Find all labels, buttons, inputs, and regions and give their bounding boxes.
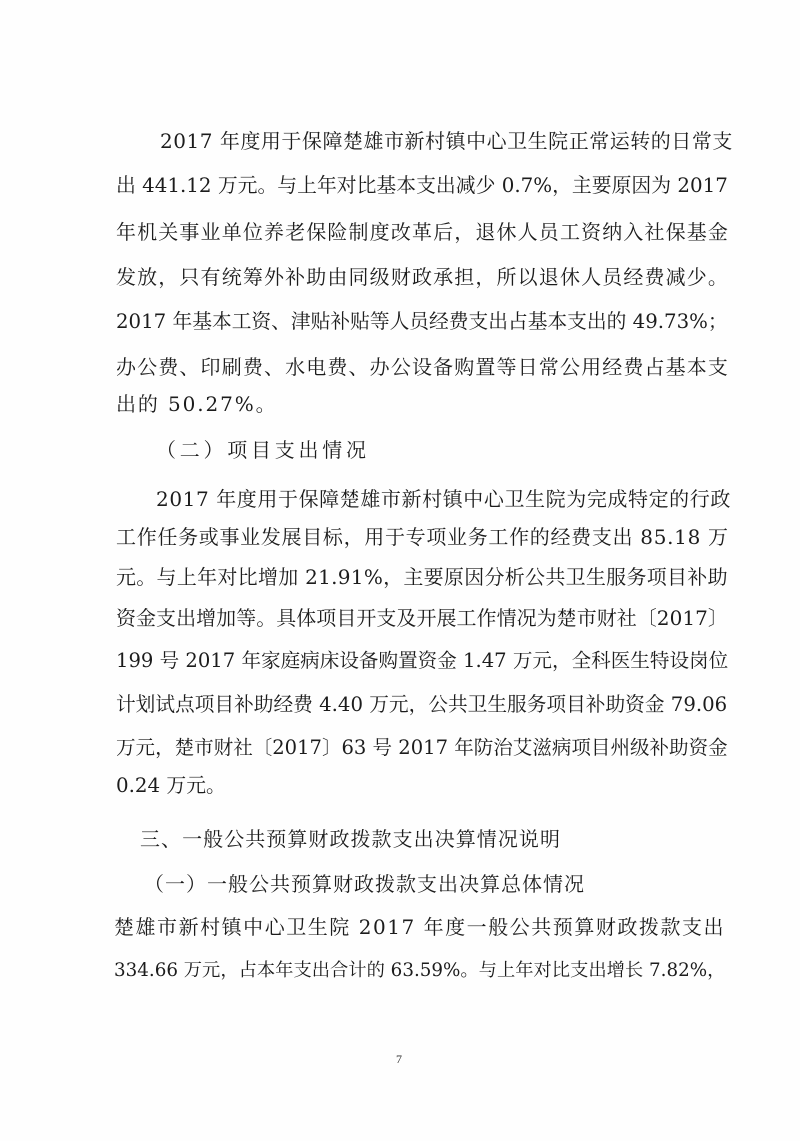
text-line: 发放，只有统筹外补助由同级财政承担，所以退休人员经费减少。	[116, 265, 730, 289]
text-line: 元。与上年对比增加 21.91%，主要原因分析公共卫生服务项目补助	[116, 565, 728, 589]
text-line: 199 号 2017 年家庭病床设备购置资金 1.47 万元，全科医生特设岗位	[116, 649, 729, 672]
text-line: 年机关事业单位养老保险制度改革后，退休人员工资纳入社保基金	[116, 220, 730, 244]
text-line: 出 441.12 万元。与上年对比基本支出减少 0.7%，主要原因为 2017	[116, 174, 728, 197]
text-line: 计划试点项目补助经费 4.40 万元，公共卫生服务项目补助资金 79.06	[116, 693, 728, 716]
text-line: 万元，楚市财社〔2017〕63 号 2017 年防治艾滋病项目州级补助资金	[116, 736, 728, 759]
text-line: 2017 年度用于保障楚雄市新村镇中心卫生院为完成特定的行政	[156, 487, 731, 511]
page-number: 7	[396, 1052, 402, 1066]
text-line: 工作任务或事业发展目标，用于专项业务工作的经费支出 85.18 万	[116, 525, 729, 549]
text-line: 楚雄市新村镇中心卫生院 2017 年度一般公共预算财政拨款支出	[114, 915, 726, 939]
text-line: 2017 年度用于保障楚雄市新村镇中心卫生院正常运转的日常支	[160, 129, 733, 153]
text-line: 0.24 万元。	[116, 774, 226, 797]
section-heading: （一）一般公共预算财政拨款支出决算总体情况	[144, 872, 585, 896]
text-line: 334.66 万元，占本年支出合计的 63.59%。与上年对比支出增长 7.82%，	[114, 960, 726, 981]
text-line: 2017 年基本工资、津贴补贴等人员经费支出占基本支出的 49.73%；	[116, 310, 728, 333]
text-line: 资金支出增加等。具体项目开支及开展工作情况为楚市财社〔2017〕	[116, 606, 728, 630]
text-line: 出的 50.27%。	[116, 392, 278, 416]
text-line: 办公费、印刷费、水电费、办公设备购置等日常公用经费占基本支	[116, 355, 730, 379]
section-heading: （二）项目支出情况	[156, 438, 370, 462]
section-heading: 三、一般公共预算财政拨款支出决算情况说明	[140, 827, 561, 851]
